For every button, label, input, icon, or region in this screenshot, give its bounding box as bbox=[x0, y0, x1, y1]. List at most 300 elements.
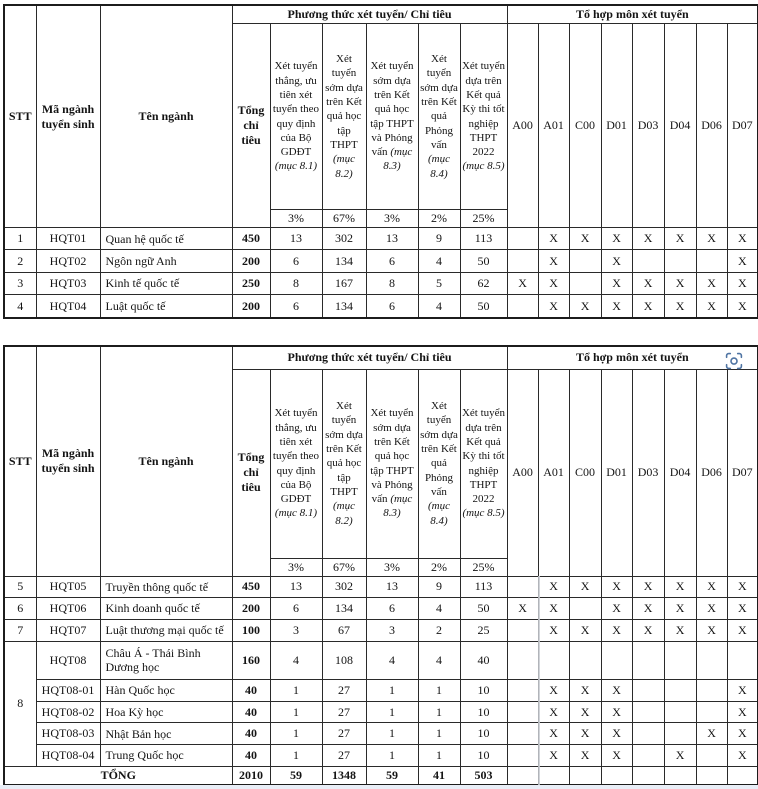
cell-method-value: 3 bbox=[270, 619, 322, 641]
cell-subject-mark: X bbox=[538, 228, 569, 250]
header-subject: D07 bbox=[727, 24, 758, 228]
method-label: Xét tuyển thẳng, ưu tiên xét tuyển theo quy định của Bộ GDĐT bbox=[272, 407, 320, 506]
cell-subject-mark: X bbox=[569, 576, 601, 598]
cell-subject-mark bbox=[664, 641, 696, 679]
header-method bbox=[418, 369, 460, 558]
cell-subject-mark bbox=[632, 641, 664, 679]
method-label: Xét tuyển thẳng, ưu tiên xét tuyển theo quy định của Bộ GDĐT bbox=[272, 60, 320, 159]
cell-subject-mark: X bbox=[664, 272, 696, 294]
cell-name: Châu Á - Thái Bình Dương học bbox=[100, 641, 232, 679]
header-method-percent: 3% bbox=[270, 558, 322, 576]
cell-method-value: 13 bbox=[270, 576, 322, 598]
cell-name: Nhật Bản học bbox=[100, 723, 232, 745]
method-label: Xét tuyển sớm dựa trên Kết quả học tập THPT bbox=[325, 400, 363, 498]
cell-method-value: 1 bbox=[366, 745, 418, 767]
cell-method-value: 50 bbox=[460, 598, 507, 620]
cell-subject-mark: X bbox=[538, 272, 569, 294]
method-note: (mục 8.2) bbox=[333, 500, 355, 527]
header-subject: D04 bbox=[664, 24, 696, 228]
cell-method-value: 3 bbox=[366, 619, 418, 641]
cell-stt: 5 bbox=[4, 576, 36, 598]
header-method bbox=[366, 24, 418, 210]
cell-subject-mark: X bbox=[727, 680, 758, 702]
cell-subject-mark: X bbox=[632, 228, 664, 250]
cell-method-value: 6 bbox=[270, 598, 322, 620]
cell-subject-mark: X bbox=[538, 576, 569, 598]
cell-subject-mark: X bbox=[601, 723, 632, 745]
cell-subject-mark bbox=[664, 767, 696, 786]
cell-total: 40 bbox=[232, 701, 270, 723]
cell-subject-mark: X bbox=[727, 250, 758, 272]
cell-method-value: 113 bbox=[460, 576, 507, 598]
table-row bbox=[4, 723, 758, 745]
cell-method-value: 9 bbox=[418, 576, 460, 598]
cell-method-value: 25 bbox=[460, 619, 507, 641]
cell-subject-mark: X bbox=[664, 745, 696, 767]
cell-subject-mark: X bbox=[601, 295, 632, 318]
cell-method-value: 1 bbox=[270, 701, 322, 723]
cell-subject-mark bbox=[507, 619, 538, 641]
cell-subject-mark: X bbox=[601, 250, 632, 272]
cell-subject-mark: X bbox=[664, 295, 696, 318]
cell-subject-mark bbox=[696, 641, 727, 679]
cell-method-value: 50 bbox=[460, 295, 507, 318]
cell-code: HQT08-01 bbox=[36, 680, 100, 702]
cell-subject-mark: X bbox=[696, 272, 727, 294]
cell-method-value: 108 bbox=[322, 641, 366, 679]
method-note: (mục 8.3) bbox=[383, 493, 413, 520]
cell-subject-mark bbox=[569, 641, 601, 679]
cell-method-value: 1 bbox=[418, 680, 460, 702]
cell-method-value: 1 bbox=[366, 723, 418, 745]
cell-subject-mark bbox=[664, 701, 696, 723]
cell-subject-mark: X bbox=[601, 576, 632, 598]
cell-subject-mark bbox=[507, 767, 538, 786]
method-label: Xét tuyển dựa trên Kết quả Kỳ thi tốt nghiệp THPT 2022 bbox=[461, 60, 506, 159]
table-row bbox=[4, 272, 758, 294]
method-note: (mục 8.2) bbox=[333, 153, 355, 180]
cell-method-value: 134 bbox=[322, 598, 366, 620]
header-method-percent: 25% bbox=[460, 210, 507, 228]
cell-subject-mark: X bbox=[538, 701, 569, 723]
cell-subject-mark bbox=[632, 701, 664, 723]
header-subject: A01 bbox=[538, 24, 569, 228]
cell-subject-mark: X bbox=[569, 701, 601, 723]
cell-method-value: 10 bbox=[460, 745, 507, 767]
cell-subject-mark: X bbox=[601, 619, 632, 641]
cell-subject-mark bbox=[696, 680, 727, 702]
header-method bbox=[270, 369, 322, 558]
header-subject: A01 bbox=[538, 369, 569, 576]
cell-method-value: 1 bbox=[366, 701, 418, 723]
cell-name: Kinh tế quốc tế bbox=[100, 272, 232, 294]
cell-method-value: 27 bbox=[322, 723, 366, 745]
cell-method-value: 6 bbox=[366, 250, 418, 272]
cell-subject-mark: X bbox=[601, 745, 632, 767]
total-row bbox=[4, 767, 758, 786]
total-label: TỔNG bbox=[4, 767, 232, 786]
total-method-value: 41 bbox=[418, 767, 460, 786]
cell-method-value: 4 bbox=[418, 250, 460, 272]
cell-total: 450 bbox=[232, 228, 270, 250]
cell-method-value: 9 bbox=[418, 228, 460, 250]
header-subject: A00 bbox=[507, 369, 538, 576]
table-body bbox=[4, 576, 758, 785]
cell-subject-mark bbox=[569, 598, 601, 620]
header-total: Tổng chỉ tiêu bbox=[232, 369, 270, 576]
cell-method-value: 1 bbox=[418, 723, 460, 745]
cell-subject-mark: X bbox=[569, 619, 601, 641]
header-method-percent: 3% bbox=[366, 210, 418, 228]
cell-subject-mark bbox=[632, 250, 664, 272]
cell-total: 200 bbox=[232, 598, 270, 620]
cell-subject-mark: X bbox=[601, 598, 632, 620]
cell-name: Luật thương mại quốc tế bbox=[100, 619, 232, 641]
cell-code: HQT06 bbox=[36, 598, 100, 620]
header-method bbox=[322, 24, 366, 210]
cell-subject-mark bbox=[507, 576, 538, 598]
cell-subject-mark: X bbox=[569, 228, 601, 250]
cell-subject-mark bbox=[507, 295, 538, 318]
cell-subject-mark bbox=[727, 767, 758, 786]
cell-total: 40 bbox=[232, 680, 270, 702]
cell-subject-mark: X bbox=[696, 576, 727, 598]
header-name: Tên ngành bbox=[100, 346, 232, 576]
column-guide-artifact bbox=[538, 576, 540, 785]
cell-method-value: 10 bbox=[460, 701, 507, 723]
method-note: (mục 8.1) bbox=[274, 507, 318, 520]
header-subject: D01 bbox=[601, 369, 632, 576]
total-method-value: 59 bbox=[270, 767, 322, 786]
cell-method-value: 8 bbox=[270, 272, 322, 294]
cell-subject-mark bbox=[569, 250, 601, 272]
cell-code: HQT05 bbox=[36, 576, 100, 598]
cell-method-value: 4 bbox=[418, 641, 460, 679]
cell-subject-mark bbox=[727, 641, 758, 679]
cell-method-value: 5 bbox=[418, 272, 460, 294]
table-row bbox=[4, 745, 758, 767]
header-methods-group: Phương thức xét tuyển/ Chỉ tiêu bbox=[232, 5, 507, 24]
cell-subject-mark: X bbox=[569, 745, 601, 767]
cell-subject-mark: X bbox=[632, 598, 664, 620]
header-subject: D06 bbox=[696, 24, 727, 228]
cell-subject-mark: X bbox=[601, 272, 632, 294]
cell-subject-mark: X bbox=[727, 619, 758, 641]
cell-subject-mark bbox=[664, 680, 696, 702]
method-label: Xét tuyển sớm dựa trên Kết quả Phỏng vấn bbox=[420, 53, 458, 151]
header-code: Mã ngành tuyển sinh bbox=[36, 346, 100, 576]
cell-name: Trung Quốc học bbox=[100, 745, 232, 767]
cell-subject-mark bbox=[601, 767, 632, 786]
header-subject: C00 bbox=[569, 369, 601, 576]
cell-method-value: 6 bbox=[366, 295, 418, 318]
cell-subject-mark: X bbox=[664, 619, 696, 641]
cell-subject-mark bbox=[664, 250, 696, 272]
cell-method-value: 27 bbox=[322, 745, 366, 767]
header-total: Tổng chỉ tiêu bbox=[232, 24, 270, 228]
cell-subject-mark: X bbox=[696, 598, 727, 620]
header-method-percent: 2% bbox=[418, 558, 460, 576]
method-note: (mục 8.4) bbox=[428, 153, 450, 180]
cell-stt: 1 bbox=[4, 228, 36, 250]
cell-subject-mark: X bbox=[632, 295, 664, 318]
header-method bbox=[366, 369, 418, 558]
cell-code: HQT08 bbox=[36, 641, 100, 679]
cell-method-value: 10 bbox=[460, 723, 507, 745]
cell-stt: 6 bbox=[4, 598, 36, 620]
header-subject: D04 bbox=[664, 369, 696, 576]
cell-name: Ngôn ngữ Anh bbox=[100, 250, 232, 272]
cell-total: 250 bbox=[232, 272, 270, 294]
cell-subject-mark: X bbox=[632, 272, 664, 294]
cell-method-value: 1 bbox=[418, 745, 460, 767]
cell-method-value: 302 bbox=[322, 576, 366, 598]
cell-subject-mark: X bbox=[727, 272, 758, 294]
cell-name: Truyền thông quốc tế bbox=[100, 576, 232, 598]
cell-total: 160 bbox=[232, 641, 270, 679]
table-header bbox=[4, 346, 758, 576]
total-method-value: 59 bbox=[366, 767, 418, 786]
cell-subject-mark: X bbox=[507, 598, 538, 620]
method-label: Xét tuyển sớm dựa trên Kết quả học tập THPT và Phỏng vấn bbox=[370, 60, 414, 159]
cell-subject-mark: X bbox=[601, 701, 632, 723]
cell-method-value: 2 bbox=[418, 619, 460, 641]
screen-capture-icon[interactable] bbox=[724, 351, 744, 371]
method-note: (mục 8.1) bbox=[274, 160, 318, 173]
cell-subject-mark bbox=[569, 767, 601, 786]
cell-method-value: 13 bbox=[270, 228, 322, 250]
cell-stt: 8 bbox=[4, 641, 36, 766]
page-bottom-strip bbox=[0, 785, 758, 789]
header-subject: D06 bbox=[696, 369, 727, 576]
method-note: (mục 8.5) bbox=[462, 507, 505, 520]
admission-table-1 bbox=[3, 4, 758, 319]
cell-subject-mark bbox=[538, 767, 569, 786]
cell-subject-mark bbox=[696, 767, 727, 786]
table-row bbox=[4, 576, 758, 598]
header-method bbox=[460, 24, 507, 210]
header-method-percent: 67% bbox=[322, 210, 366, 228]
cell-method-value: 167 bbox=[322, 272, 366, 294]
cell-method-value: 1 bbox=[366, 680, 418, 702]
cell-subject-mark: X bbox=[569, 295, 601, 318]
header-methods-group: Phương thức xét tuyển/ Chỉ tiêu bbox=[232, 346, 507, 369]
cell-method-value: 134 bbox=[322, 295, 366, 318]
cell-method-value: 4 bbox=[366, 641, 418, 679]
cell-method-value: 302 bbox=[322, 228, 366, 250]
header-subject: D03 bbox=[632, 24, 664, 228]
method-label: Xét tuyển dựa trên Kết quả Kỳ thi tốt nghiệp THPT 2022 bbox=[461, 407, 506, 506]
cell-subject-mark: X bbox=[507, 272, 538, 294]
cell-code: HQT01 bbox=[36, 228, 100, 250]
header-method-percent: 67% bbox=[322, 558, 366, 576]
cell-subject-mark: X bbox=[601, 228, 632, 250]
header-subject: D07 bbox=[727, 369, 758, 576]
method-label: Xét tuyển sớm dựa trên Kết quả học tập THPT bbox=[325, 53, 363, 151]
cell-subject-mark: X bbox=[632, 619, 664, 641]
cell-subject-mark: X bbox=[538, 295, 569, 318]
cell-subject-mark: X bbox=[727, 598, 758, 620]
cell-name: Hoa Kỳ học bbox=[100, 701, 232, 723]
table-row bbox=[4, 295, 758, 318]
cell-method-value: 8 bbox=[366, 272, 418, 294]
header-subjects-group: Tổ hợp môn xét tuyển bbox=[507, 346, 758, 369]
cell-subject-mark: X bbox=[538, 250, 569, 272]
cell-subject-mark bbox=[632, 767, 664, 786]
cell-method-value: 1 bbox=[270, 723, 322, 745]
cell-total: 100 bbox=[232, 619, 270, 641]
cell-subject-mark: X bbox=[664, 228, 696, 250]
cell-name: Kinh doanh quốc tế bbox=[100, 598, 232, 620]
cell-subject-mark: X bbox=[696, 228, 727, 250]
cell-total: 450 bbox=[232, 576, 270, 598]
total-method-value: 503 bbox=[460, 767, 507, 786]
header-method-percent: 25% bbox=[460, 558, 507, 576]
cell-subject-mark: X bbox=[696, 295, 727, 318]
cell-subject-mark: X bbox=[538, 619, 569, 641]
cell-name: Hàn Quốc học bbox=[100, 680, 232, 702]
table-row bbox=[4, 598, 758, 620]
cell-stt: 7 bbox=[4, 619, 36, 641]
cell-subject-mark: X bbox=[727, 228, 758, 250]
cell-method-value: 50 bbox=[460, 250, 507, 272]
table-row bbox=[4, 680, 758, 702]
cell-subject-mark: X bbox=[569, 723, 601, 745]
header-method bbox=[270, 24, 322, 210]
cell-method-value: 1 bbox=[270, 745, 322, 767]
cell-method-value: 1 bbox=[418, 701, 460, 723]
cell-method-value: 27 bbox=[322, 680, 366, 702]
cell-method-value: 6 bbox=[270, 295, 322, 318]
cell-subject-mark: X bbox=[664, 576, 696, 598]
method-label: Xét tuyển sớm dựa trên Kết quả học tập THPT và Phỏng vấn bbox=[370, 407, 414, 506]
table-row bbox=[4, 228, 758, 250]
method-note: (mục 8.5) bbox=[462, 160, 505, 173]
cell-total: 200 bbox=[232, 250, 270, 272]
cell-subject-mark bbox=[538, 641, 569, 679]
cell-method-value: 6 bbox=[366, 598, 418, 620]
header-method bbox=[460, 369, 507, 558]
total-quota: 2010 bbox=[232, 767, 270, 786]
cell-subject-mark: X bbox=[538, 745, 569, 767]
cell-name: Luật quốc tế bbox=[100, 295, 232, 318]
cell-code: HQT04 bbox=[36, 295, 100, 318]
cell-subject-mark bbox=[507, 701, 538, 723]
cell-method-value: 1 bbox=[270, 680, 322, 702]
table-body bbox=[4, 228, 758, 319]
cell-subject-mark: X bbox=[664, 598, 696, 620]
cell-subject-mark bbox=[507, 680, 538, 702]
cell-stt: 4 bbox=[4, 295, 36, 318]
header-method-percent: 3% bbox=[270, 210, 322, 228]
cell-code: HQT07 bbox=[36, 619, 100, 641]
cell-subject-mark: X bbox=[538, 723, 569, 745]
cell-subject-mark bbox=[696, 745, 727, 767]
cell-subject-mark bbox=[507, 745, 538, 767]
header-subject: C00 bbox=[569, 24, 601, 228]
cell-code: HQT03 bbox=[36, 272, 100, 294]
cell-subject-mark: X bbox=[569, 680, 601, 702]
cell-code: HQT08-04 bbox=[36, 745, 100, 767]
cell-subject-mark: X bbox=[632, 576, 664, 598]
cell-subject-mark: X bbox=[538, 680, 569, 702]
cell-method-value: 10 bbox=[460, 680, 507, 702]
cell-method-value: 40 bbox=[460, 641, 507, 679]
cell-code: HQT08-03 bbox=[36, 723, 100, 745]
admission-table-2 bbox=[3, 345, 758, 786]
table-row bbox=[4, 641, 758, 679]
cell-subject-mark: X bbox=[727, 723, 758, 745]
cell-subject-mark bbox=[632, 723, 664, 745]
cell-total: 200 bbox=[232, 295, 270, 318]
header-method-percent: 3% bbox=[366, 558, 418, 576]
cell-stt: 2 bbox=[4, 250, 36, 272]
cell-subject-mark: X bbox=[727, 745, 758, 767]
cell-total: 40 bbox=[232, 745, 270, 767]
table-row bbox=[4, 701, 758, 723]
cell-subject-mark bbox=[507, 641, 538, 679]
cell-subject-mark: X bbox=[727, 701, 758, 723]
cell-method-value: 134 bbox=[322, 250, 366, 272]
cell-subject-mark bbox=[632, 680, 664, 702]
cell-code: HQT08-02 bbox=[36, 701, 100, 723]
cell-method-value: 4 bbox=[418, 598, 460, 620]
header-name: Tên ngành bbox=[100, 5, 232, 228]
method-label: Xét tuyển sớm dựa trên Kết quả Phỏng vấn bbox=[420, 400, 458, 498]
total-method-value: 1348 bbox=[322, 767, 366, 786]
cell-total: 40 bbox=[232, 723, 270, 745]
cell-subject-mark bbox=[507, 723, 538, 745]
cell-method-value: 4 bbox=[418, 295, 460, 318]
cell-subject-mark bbox=[569, 272, 601, 294]
cell-subject-mark bbox=[664, 723, 696, 745]
cell-subject-mark bbox=[601, 641, 632, 679]
header-method bbox=[418, 24, 460, 210]
header-subject: D01 bbox=[601, 24, 632, 228]
header-method bbox=[322, 369, 366, 558]
cell-subject-mark: X bbox=[601, 680, 632, 702]
header-stt: STT bbox=[4, 346, 36, 576]
header-subject: A00 bbox=[507, 24, 538, 228]
cell-subject-mark: X bbox=[696, 619, 727, 641]
cell-stt: 3 bbox=[4, 272, 36, 294]
cell-method-value: 13 bbox=[366, 228, 418, 250]
cell-method-value: 62 bbox=[460, 272, 507, 294]
cell-name: Quan hệ quốc tế bbox=[100, 228, 232, 250]
cell-subject-mark bbox=[696, 701, 727, 723]
cell-code: HQT02 bbox=[36, 250, 100, 272]
header-code: Mã ngành tuyển sinh bbox=[36, 5, 100, 228]
cell-method-value: 67 bbox=[322, 619, 366, 641]
cell-method-value: 6 bbox=[270, 250, 322, 272]
header-subject: D03 bbox=[632, 369, 664, 576]
cell-method-value: 113 bbox=[460, 228, 507, 250]
header-stt: STT bbox=[4, 5, 36, 228]
cell-subject-mark: X bbox=[538, 598, 569, 620]
table-row bbox=[4, 250, 758, 272]
cell-method-value: 27 bbox=[322, 701, 366, 723]
header-method-percent: 2% bbox=[418, 210, 460, 228]
cell-method-value: 4 bbox=[270, 641, 322, 679]
cell-subject-mark bbox=[696, 250, 727, 272]
method-note: (mục 8.4) bbox=[428, 500, 450, 527]
cell-subject-mark: X bbox=[696, 723, 727, 745]
cell-method-value: 13 bbox=[366, 576, 418, 598]
cell-subject-mark: X bbox=[727, 576, 758, 598]
cell-subject-mark bbox=[632, 745, 664, 767]
cell-subject-mark bbox=[507, 228, 538, 250]
cell-subject-mark bbox=[507, 250, 538, 272]
